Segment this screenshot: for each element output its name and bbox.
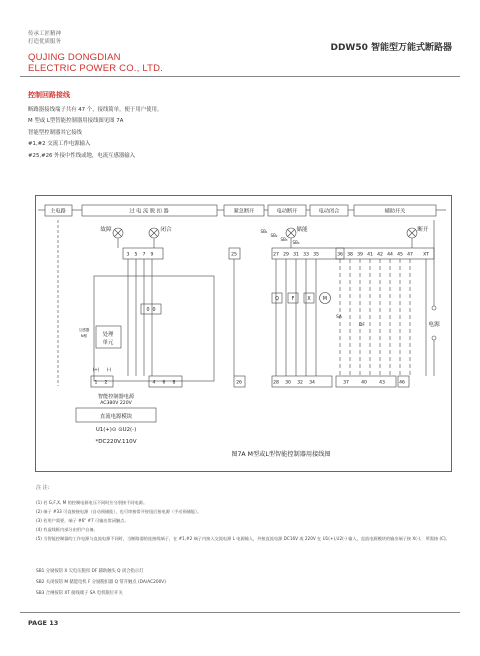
- neutral-phase-label: N相: [80, 334, 88, 338]
- terminal-number-top: 27: [273, 252, 279, 258]
- terminal-number-top: 38: [347, 252, 353, 258]
- terminal-number-top: 3: [126, 252, 130, 258]
- terminal-number-top: 25: [231, 252, 237, 258]
- company-name-line-1: QUJING DONGDIAN: [28, 52, 121, 63]
- desc-line: M 型或 L型智能控制器用接线图见图 7A: [28, 118, 124, 125]
- device-label-x: X: [307, 297, 311, 302]
- terminal-number-top: XT: [423, 252, 429, 258]
- terminal-number-bottom: 32: [297, 380, 303, 386]
- terminal-number-top: 36: [337, 252, 343, 258]
- current-transformer-label: 互感器: [78, 328, 90, 332]
- lamp-label-stored: 储能: [296, 227, 308, 233]
- terminal-number-bottom: 30: [285, 380, 291, 386]
- footer-divider: [20, 612, 460, 613]
- legend-line: SB1 分励按钮 X 欠电压脱扣 DF 辅助触头 Q 闭合指示灯: [36, 569, 144, 574]
- controller-power-title: 智能控制器电源: [97, 394, 135, 400]
- polarity-positive: (+): [92, 367, 100, 372]
- terminal-number-bottom: 2: [104, 380, 108, 386]
- header-overcurrent-release: 过 电 流 脱 扣 器: [129, 208, 169, 215]
- terminal-number-bottom: 46: [399, 380, 405, 386]
- terminal-number-bottom: 6: [162, 380, 166, 386]
- terminal-number-top: 9: [150, 252, 154, 258]
- terminal-number-bottom: 8: [172, 380, 176, 386]
- switch-label-sb4: SB₄: [292, 240, 300, 245]
- lamp-label-closed: 闭合: [160, 227, 172, 233]
- processing-unit-label: 单元: [102, 340, 114, 346]
- processing-unit-label: 处理: [102, 332, 114, 338]
- dc-module-label: 直流电源模块: [99, 414, 133, 420]
- terminal-number-top: 35: [313, 252, 319, 258]
- desc-line: 智能型控制器其它接线: [28, 129, 82, 136]
- slogan-line-2: 打造优质服务: [28, 39, 62, 45]
- legend-line: SB3 合闸按钮 XT 接线端子 SA 电机限位开关: [36, 591, 123, 596]
- header-main-circuit: 主电路: [50, 208, 66, 215]
- terminal-number-top: 31: [293, 252, 299, 258]
- controller-power-spec: AC380V 220V: [100, 401, 132, 406]
- terminal-number-bottom: 26: [236, 380, 242, 386]
- terminal-number-bottom: 37: [343, 380, 349, 386]
- switch-label-sb3: SB₃: [280, 237, 288, 242]
- note-item: (1) 若 G,F,X, M 的控制电源电压不同时应分别接不同电源。: [36, 500, 148, 505]
- switch-label-sb2: SB₂: [270, 233, 278, 238]
- desc-line: #1,#2 交流工作电源输入: [28, 141, 91, 148]
- terminal-number-top: 7: [142, 252, 146, 258]
- terminal-number-top: 47: [407, 252, 413, 258]
- slogan-line-1: 传承工匠精神: [28, 31, 62, 37]
- dc-voltage-label: *DC220V.110V: [95, 439, 137, 445]
- wiring-diagram: [35, 195, 452, 472]
- header-electric-open: 电动断开: [276, 208, 298, 215]
- lamp-label-open: 断开: [417, 227, 429, 233]
- desc-line: #25,#26 外接中性线或地，电流互感器输入: [28, 152, 136, 159]
- device-label-f: F: [291, 297, 295, 302]
- note-item: (2) 端子 #33 可直接接电源（自动预储能），也可串接常开按钮后接电源（手动预储能）。: [36, 509, 202, 514]
- zero-label: 0: [152, 308, 156, 313]
- terminal-number-top: 39: [357, 252, 363, 258]
- section-description: [28, 105, 162, 162]
- company-name-line-2: ELECTRIC POWER CO., LTD.: [28, 63, 163, 74]
- terminal-number-bottom: 43: [379, 380, 385, 386]
- terminal-number-top: 44: [387, 252, 393, 258]
- company-slogan: [28, 30, 61, 46]
- legend-line: SB2 关闭按钮 M 储能电机 F 分励脱扣器 Q 常开触点 (DA/AC200V): [36, 580, 166, 585]
- desc-line: 断路器接线端子共有 47 个，接线简单，便于用户使用。: [28, 107, 163, 113]
- note-item: (5) 当智能控制器的工作电源与直流电源不同时，当断路器的连接线端子，在 #1,#2 端子内接入交流电源 L 电源输入，外接直流电源 DC16V 或 220V 在 U1(+),U2(-) 输入，直流电源模块的输出端子接 X(-)、 所需接 (C)。: [36, 536, 450, 541]
- notes-title: 注 注:: [36, 485, 50, 491]
- switch-label-sb1: SB₁: [260, 229, 268, 234]
- terminal-number-top: 41: [367, 252, 373, 258]
- terminal-number-top: 45: [397, 252, 403, 258]
- terminal-number-bottom: 4: [152, 380, 156, 386]
- power-supply-label: 电源: [428, 322, 440, 328]
- note-item: (4) 有虚线框内部分由用户自备。: [36, 527, 98, 532]
- header-auxiliary-switch: 辅助开关: [384, 208, 406, 215]
- terminal-number-bottom: 40: [361, 380, 367, 386]
- section-title: 控制回路接线: [28, 91, 70, 99]
- terminal-number-top: 42: [377, 252, 383, 258]
- terminal-number-bottom: 34: [309, 380, 315, 386]
- device-label-sa: SA: [336, 315, 342, 320]
- terminal-number-top: 33: [303, 252, 309, 258]
- company-name: [28, 52, 163, 74]
- terminal-number-bottom: 28: [273, 380, 279, 386]
- device-label-df: DF: [359, 323, 365, 328]
- product-title: DDW50 智能型万能式断路器: [330, 43, 452, 53]
- page-number: PAGE 13: [28, 619, 59, 627]
- zero-label: 0: [146, 308, 150, 313]
- terminal-number-top: 5: [134, 252, 138, 258]
- device-label-m: M: [322, 297, 328, 302]
- note-item: (3) 若用户需要，端子 #6" #7 可输出常闭触点。: [36, 518, 129, 523]
- lamp-label-fault: 故障: [100, 227, 112, 233]
- header-emergency-stop: 紧急断开: [233, 208, 255, 215]
- header-electric-close: 电动闭合: [318, 208, 340, 215]
- polarity-negative: (-): [106, 367, 112, 372]
- device-label-q: Q: [275, 297, 279, 302]
- dc-terminals-label: U1(+)⊙ ⊙U2(-): [95, 427, 137, 433]
- terminal-number-bottom: 1: [94, 380, 98, 386]
- header-divider: [20, 76, 460, 77]
- terminal-number-top: 29: [283, 252, 289, 258]
- notes-list: [36, 498, 456, 543]
- diagram-caption: 图7A M型或L型智能控制器用接线图: [231, 451, 331, 458]
- symbol-legend: [36, 566, 166, 599]
